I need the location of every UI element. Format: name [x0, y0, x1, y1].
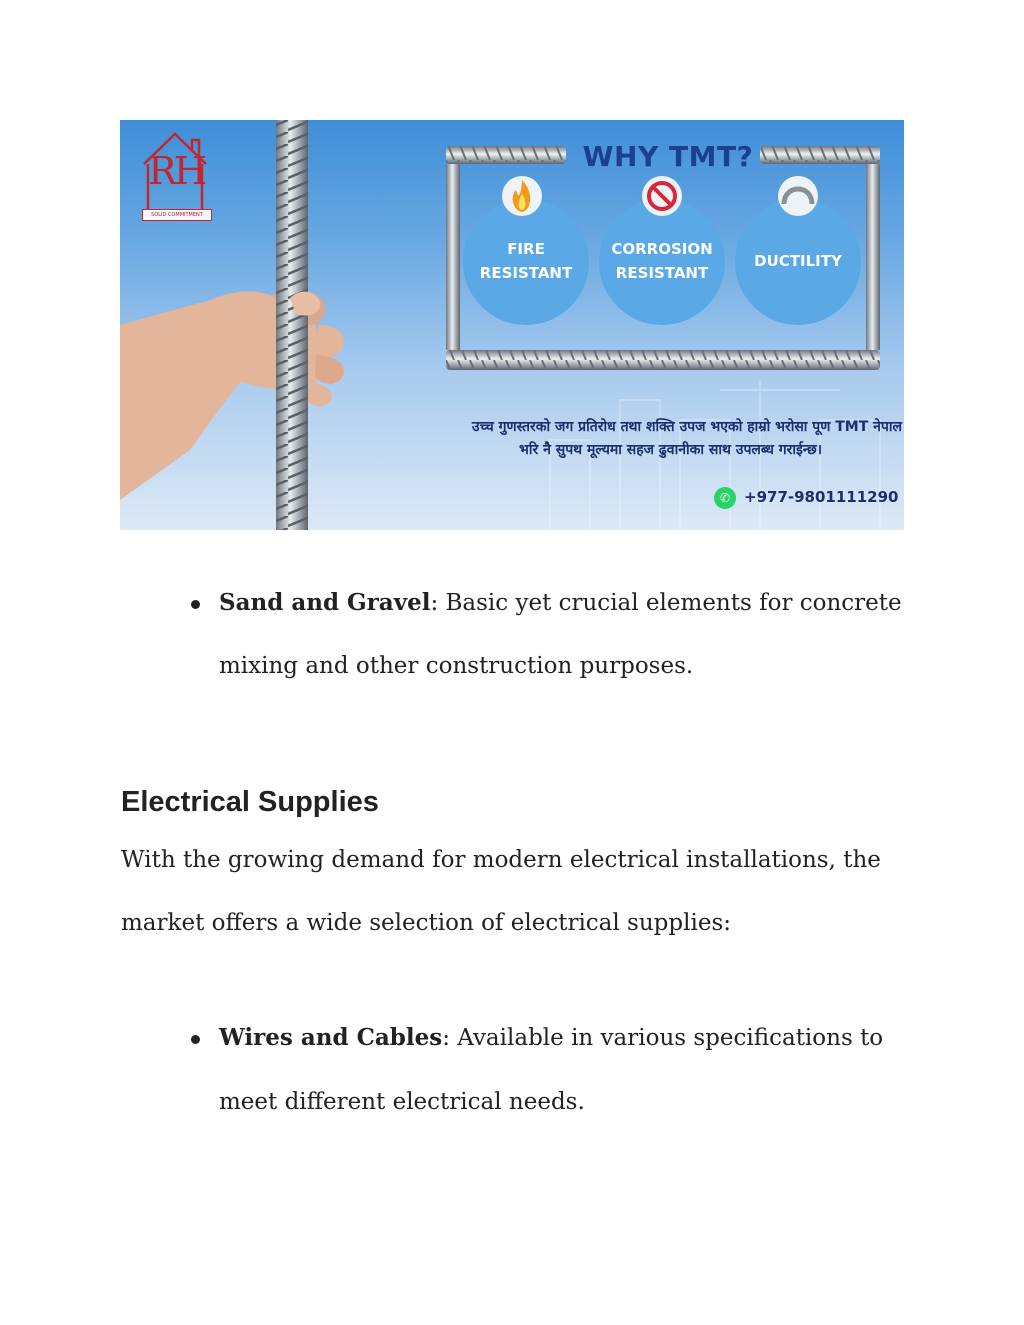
bent-bar-icon	[778, 176, 818, 216]
flame-icon	[502, 176, 542, 216]
no-rust-icon	[642, 176, 682, 216]
list-item-continuation: mixing and other construction purposes.	[219, 653, 694, 679]
whatsapp-icon: ✆	[714, 487, 736, 509]
section-heading: Electrical Supplies	[121, 786, 379, 818]
list-item-desc: : Available in various specifications to	[442, 1025, 884, 1051]
bullet-dot	[191, 1035, 200, 1044]
feature-label-fire: FIRE RESISTANT	[479, 240, 573, 282]
phone-number: +977-9801111290	[744, 488, 899, 506]
feature-label-ductility: DUCTILITY	[754, 252, 842, 270]
banner-headline: WHY TMT?	[582, 140, 754, 173]
logo-tagline: SOLID COMMITMENT	[142, 209, 212, 221]
paragraph-line-1: With the growing demand for modern electrical installations, the	[121, 847, 881, 873]
why-tmt-banner	[120, 120, 904, 530]
list-item-desc: : Basic yet crucial elements for concrete	[430, 590, 902, 616]
list-item-term: Sand and Gravel	[219, 589, 431, 616]
list-item-wires-cables	[219, 1023, 883, 1053]
list-item-term: Wires and Cables	[219, 1024, 443, 1051]
list-item-sand-gravel	[219, 588, 902, 618]
nepali-tagline-line1: उच्च गुणस्तरको जग प्रतिरोध तथा शक्ति उपज भएको हाम्रो भरोसा पूण TMT नेपाल	[471, 419, 902, 435]
bullet-dot	[191, 600, 200, 609]
nepali-tagline-line2: भरि नै सुपथ मूल्यमा सहज ढुवानीका साथ उपलब्ध गराईन्छ।	[519, 442, 822, 458]
list-item-continuation: meet different electrical needs.	[219, 1089, 585, 1115]
feature-label-corrosion: CORROSION RESISTANT	[611, 240, 713, 282]
logo-letters: RH	[148, 149, 204, 193]
vertical-rebar-icon	[276, 120, 308, 530]
banner-graphics	[120, 120, 904, 530]
hand-holding-rebar	[120, 291, 344, 500]
paragraph-line-2: market offers a wide selection of electrical supplies:	[121, 910, 731, 936]
